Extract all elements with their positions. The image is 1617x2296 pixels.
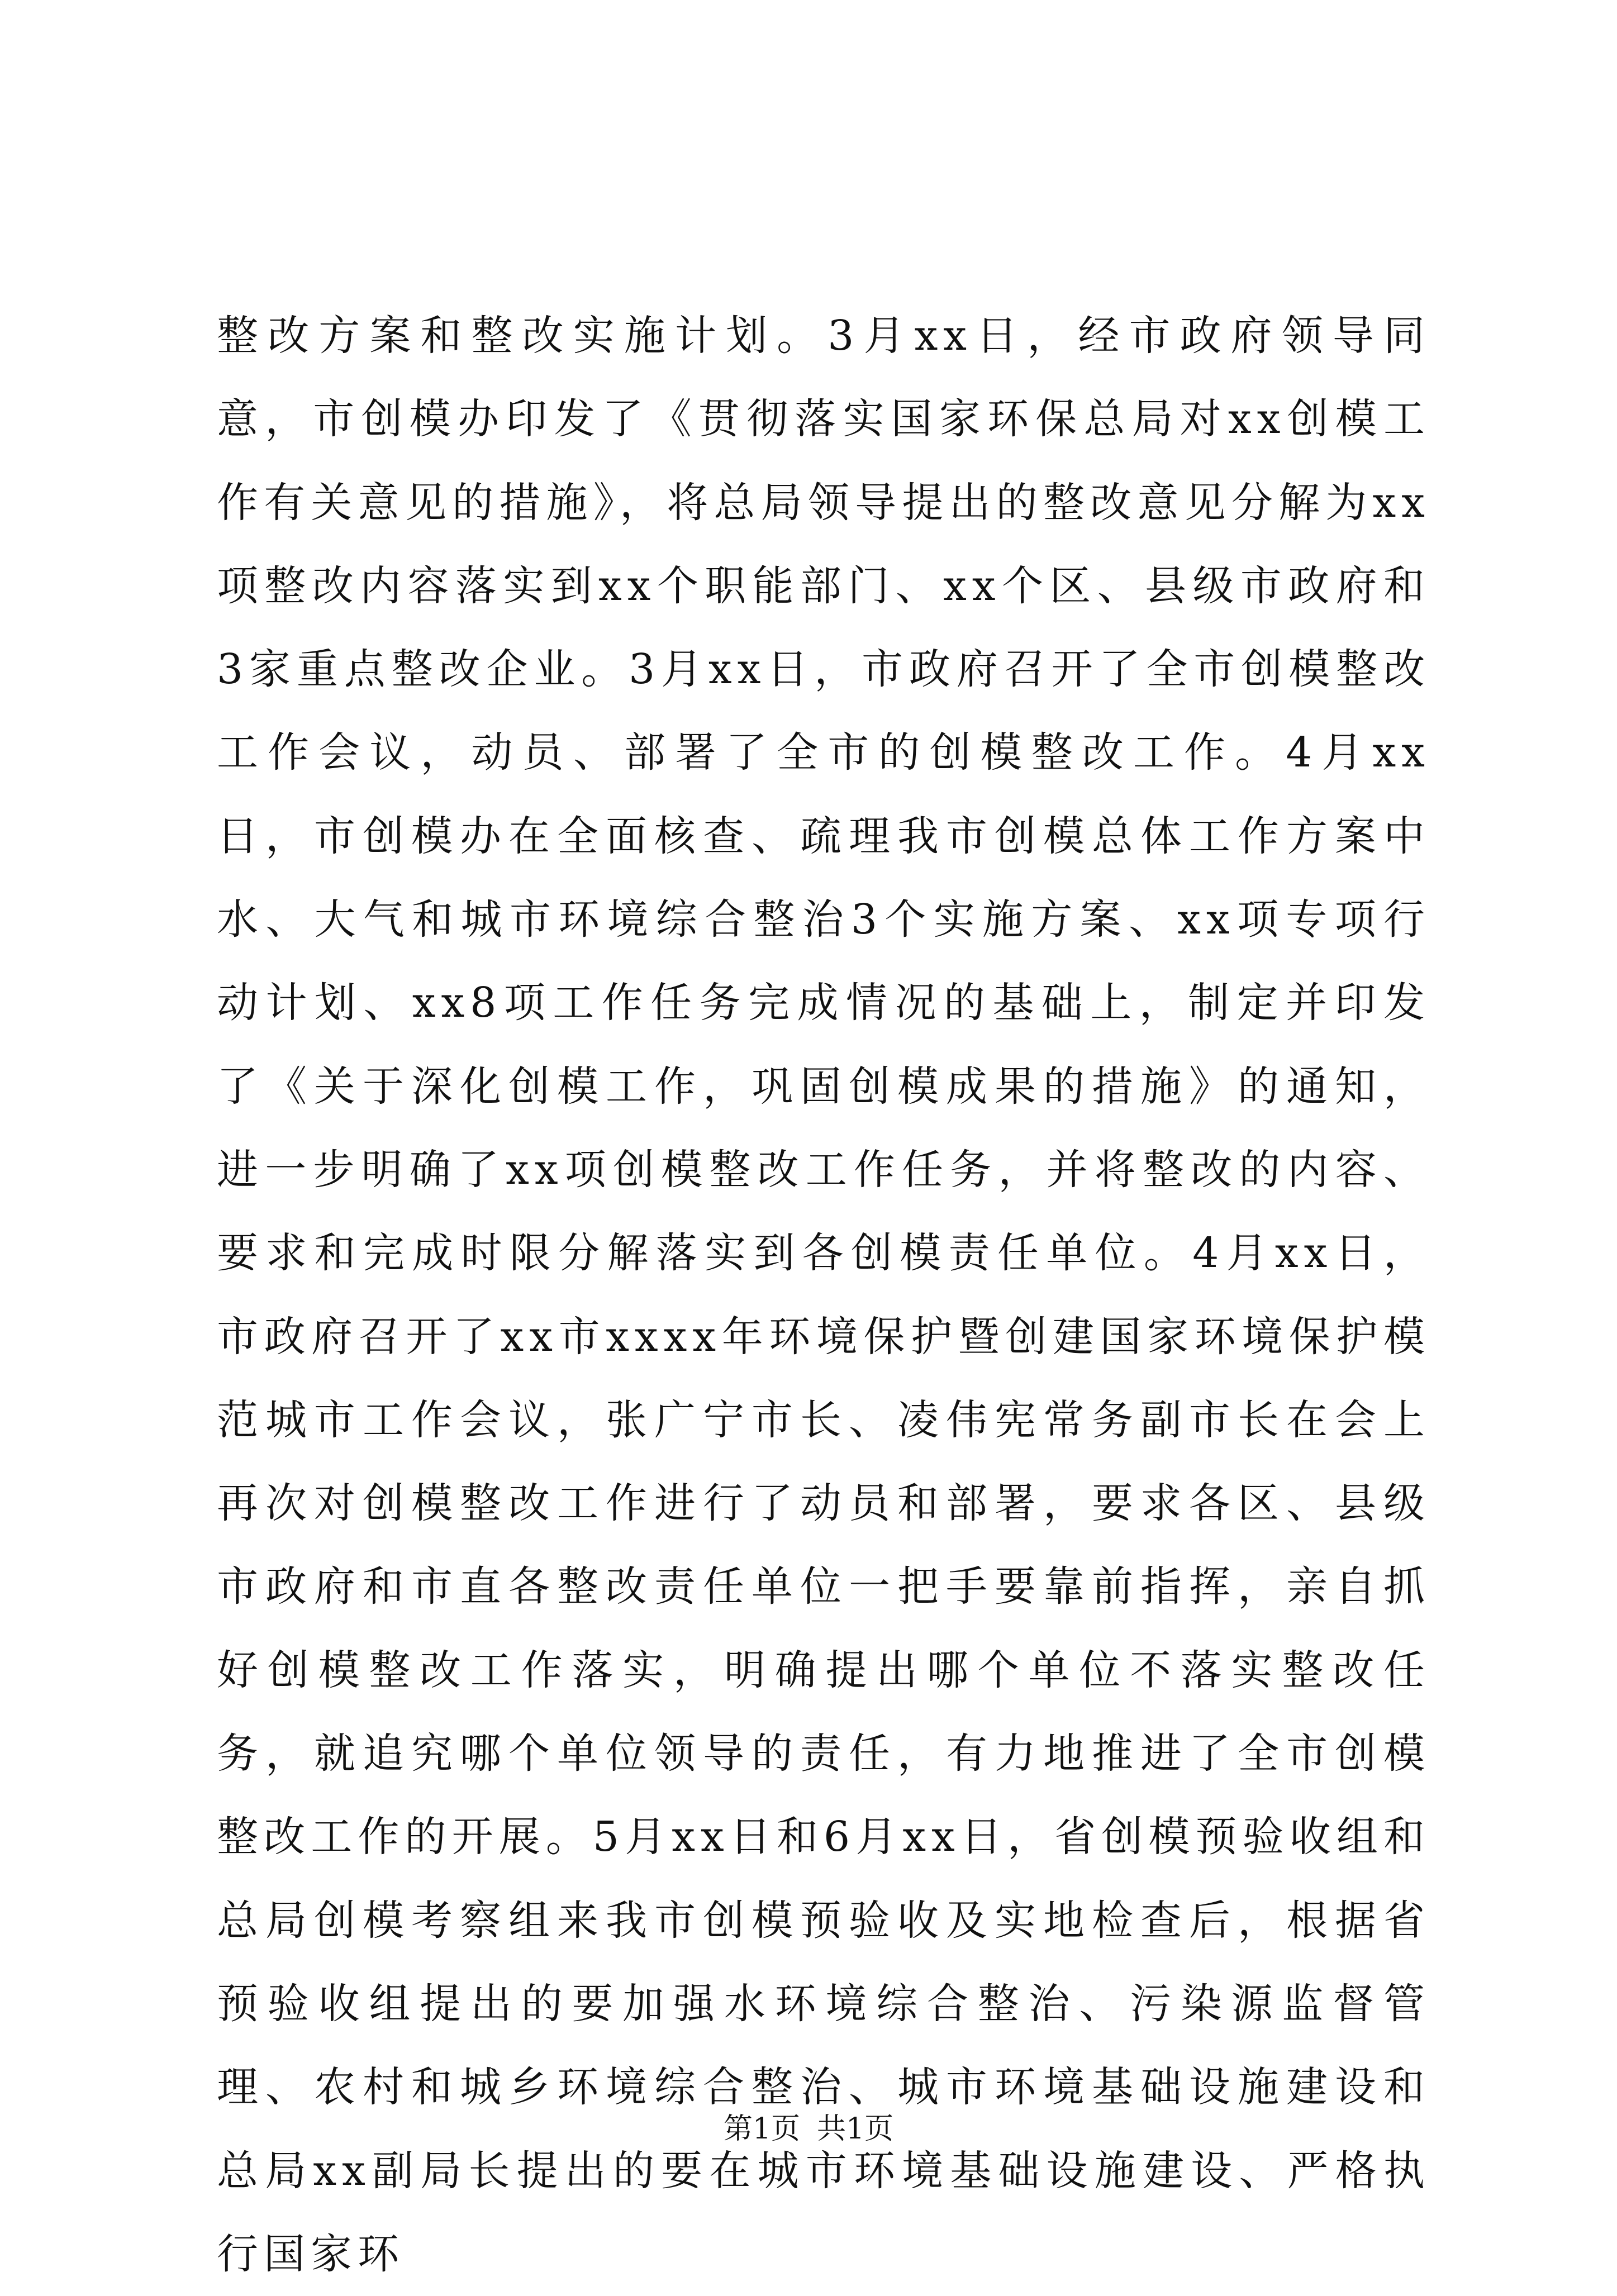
page-total: 共1页 xyxy=(817,2112,894,2146)
body-paragraph: 整改方案和整改实施计划。3月xx日，经市政府领导同意，市创模办印发了《贯彻落实国家环保总局对xx创模工作有关意见的措施》，将总局领导提出的整改意见分解为xx项整改内容落实到xx个职能部门、xx个区、县级市政府和3家重点整改企业。3月xx日，市政府召开了全市创模整改工作会议，动员、部署了全市的创模整改工作。4月xx日，市创模办在全面核查、疏理我市创模总体工作方案中水、大气和城市环境综合整治3个实施方案、xx项专项行动计划、xx8项工作任务完成情况的基础上，制定并印发了《关于深化创模工作，巩固创模成果的措施》的通知，进一步明确了xx项创模整改工作任务，并将整改的内容、要求和完成时限分解落实到各创模责任单位。4月xx日，市政府召开了xx市xxxx年环境保护暨创建国家环境保护模范城市工作会议，张广宁市长、凌伟宪常务副市长在会上再次对创模整改工作进行了动员和部署，要求各区、县级市政府和市直各整改责任单位一把手要靠前指挥，亲自抓好创模整改工作落实，明确提出哪个单位不落实整改任务，就追究哪个单位领导的责任，有力地推进了全市创模整改工作的开展。5月xx日和6月xx日，省创模预验收组和总局创模考察组来我市创模预验收及实地检查后，根据省预验收组提出的要加强水环境综合整治、污染源监督管理、农村和城乡环境综合整治、城市环境基础设施建设和总局xx副局长提出的要在城市环境基础设施建设、严格执行国家环 xyxy=(217,312,1430,2278)
page-footer xyxy=(0,2109,1617,2149)
page-number: 第1页 xyxy=(723,2112,800,2146)
